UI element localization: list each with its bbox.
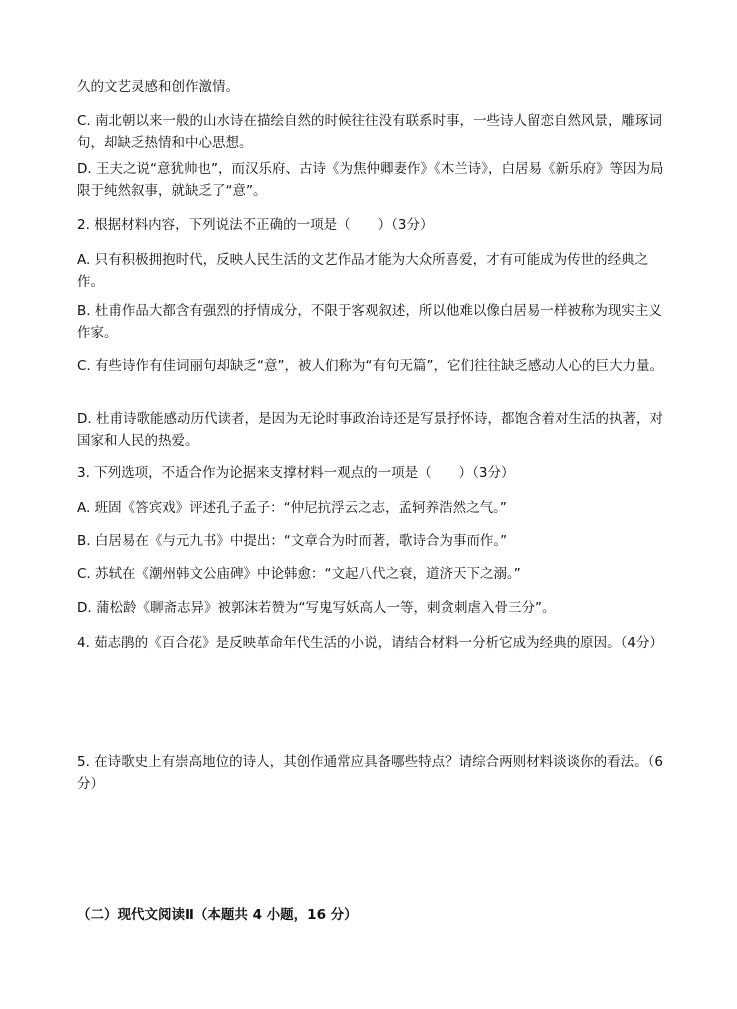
option-3d: D. 蒲松龄《聊斋志异》被郭沫若赞为“写鬼写妖高人一等，刺贪刺虐入骨三分”。 bbox=[77, 600, 556, 616]
paragraph-continuation: 久的文艺灵感和创作激情。 bbox=[77, 79, 239, 95]
option-2d: D. 杜甫诗歌能感动历代读者，是因为无论时事政治诗还是写景抒怀诗，都饱含着对生活的执著，对国家和人民的热爱。 bbox=[77, 411, 663, 449]
question-4: 4. 茹志鹃的《百合花》是反映革命年代生活的小说，请结合材料一分析它成为经典的原因。（4分） bbox=[77, 635, 664, 651]
question-3: 3. 下列选项，不适合作为论据来支撑材料一观点的一项是（ ）（3分） bbox=[77, 465, 515, 481]
option-2b: B. 杜甫作品大都含有强烈的抒情成分，不限于客观叙述，所以他难以像白居易一样被称为现实主义作家。 bbox=[77, 303, 662, 341]
section-heading: （二）现代文阅读Ⅱ（本题共 4 小题，16 分） bbox=[77, 907, 358, 923]
option-1c: C. 南北朝以来一般的山水诗在描绘自然的时候往往没有联系时事，一些诗人留恋自然风景，雕琢词句，却缺乏热情和中心思想。 bbox=[77, 113, 663, 151]
question-2: 2. 根据材料内容，下列说法不正确的一项是（ ）（3分） bbox=[77, 217, 434, 233]
option-2a: A. 只有积极拥抱时代，反映人民生活的文艺作品才能为大众所喜爱，才有可能成为传世的经典之作。 bbox=[77, 252, 649, 290]
option-1d: D. 王夫之说“意犹帅也”，而汉乐府、古诗《为焦仲卿妻作》《木兰诗》，白居易《新乐府》等因为局限于纯然叙事，就缺乏了“意”。 bbox=[77, 161, 664, 199]
option-3c: C. 苏轼在《潮州韩文公庙碑》中论韩愈：“文起八代之衰，道济天下之溺。” bbox=[77, 566, 521, 582]
option-3a: A. 班固《答宾戏》评述孔子孟子：“仲尼抗浮云之志，孟轲养浩然之气。” bbox=[77, 500, 507, 516]
option-3b: B. 白居易在《与元九书》中提出：“文章合为时而著，歌诗合为事而作。” bbox=[77, 533, 508, 549]
option-2c: C. 有些诗作有佳词丽句却缺乏“意”，被人们称为“有句无篇”，它们往往缺乏感动人心的巨大力量。 bbox=[77, 358, 663, 374]
question-5: 5. 在诗歌史上有崇高地位的诗人，其创作通常应具备哪些特点？请综合两则材料谈谈你的看法。（6分） bbox=[77, 754, 664, 792]
